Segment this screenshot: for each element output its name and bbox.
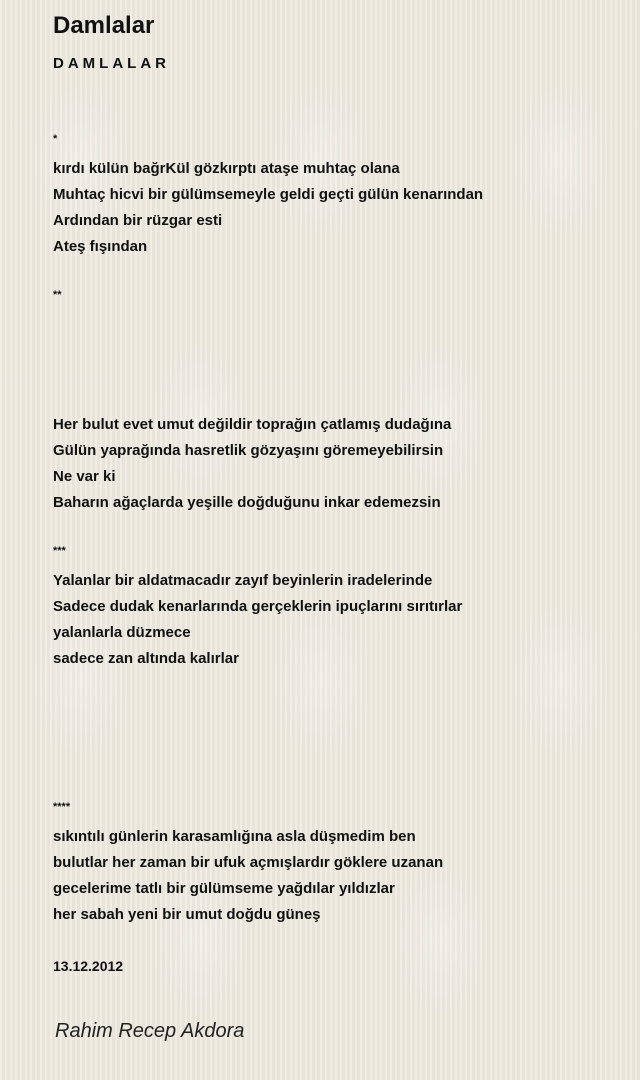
poem-subtitle: DAMLALAR <box>53 55 170 72</box>
stanza-2-marker: ** <box>53 289 62 301</box>
stanza-2-line-1: Her bulut evet umut değildir toprağın çatlamış dudağına <box>53 416 452 433</box>
poem-author: Rahim Recep Akdora <box>55 1020 245 1042</box>
stanza-3-marker: *** <box>53 545 66 557</box>
stanza-4-line-1: sıkıntılı günlerin karasamlığına asla düşmedim ben <box>53 828 416 845</box>
stanza-2-line-3: Ne var ki <box>53 468 116 485</box>
stanza-2-line-2: Gülün yaprağında hasretlik gözyaşını göremeyebilirsin <box>53 442 444 459</box>
stanza-1-line-1: kırdı külün bağrKül gözkırptı ataşe muhtaç olana <box>53 160 400 177</box>
stanza-4-line-3: gecelerime tatlı bir gülümseme yağdılar yıldızlar <box>53 880 395 897</box>
stanza-3-line-3: yalanlarla düzmece <box>53 624 191 641</box>
stanza-2-line-4: Baharın ağaçlarda yeşille doğduğunu inkar edemezsin <box>53 494 441 511</box>
stanza-3-line-1: Yalanlar bir aldatmacadır zayıf beyinlerin iradelerinde <box>53 572 433 589</box>
stanza-3-line-2: Sadece dudak kenarlarında gerçeklerin ipuçlarını sırıtırlar <box>53 598 463 615</box>
stanza-1-line-2: Muhtaç hicvi bir gülümsemeyle geldi geçti gülün kenarından <box>53 186 484 203</box>
poem-date: 13.12.2012 <box>53 958 124 974</box>
stanza-1-line-4: Ateş fışından <box>53 238 148 255</box>
stanza-4-line-2: bulutlar her zaman bir ufuk açmışlardır göklere uzanan <box>53 854 444 871</box>
poem-title: Damlalar <box>53 12 155 39</box>
stanza-4-marker: **** <box>53 801 71 813</box>
stanza-1-line-3: Ardından bir rüzgar esti <box>53 212 223 229</box>
stanza-1-marker: * <box>53 133 58 145</box>
stanza-3-line-4: sadece zan altında kalırlar <box>53 650 239 667</box>
stanza-4-line-4: her sabah yeni bir umut doğdu güneş <box>53 906 321 923</box>
